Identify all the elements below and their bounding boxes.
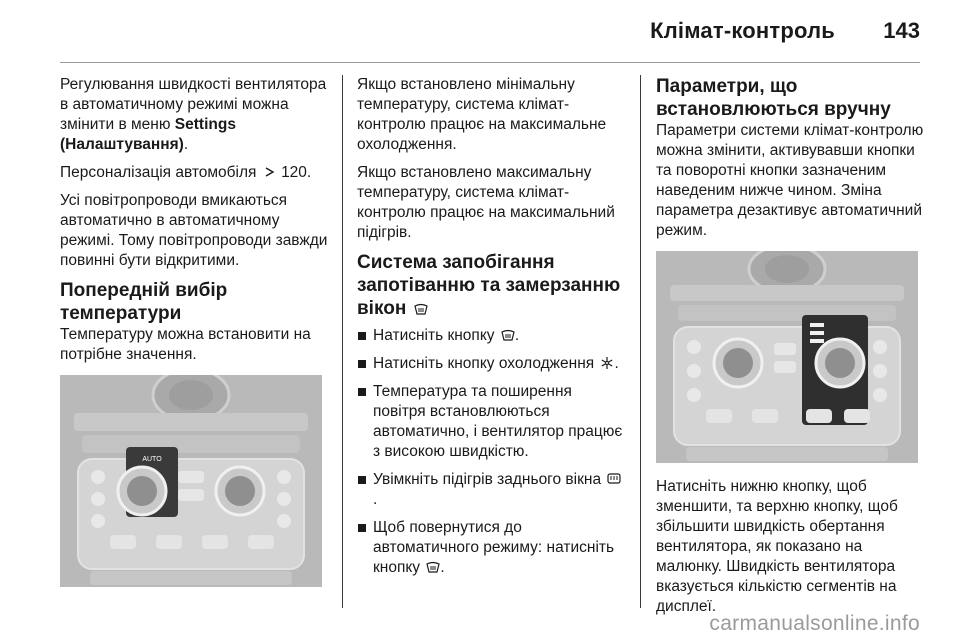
paragraph: Температуру можна встановити на потрібне значення.	[60, 326, 311, 363]
list-item-tail: .	[373, 491, 378, 508]
paragraph: Параметри системи клімат-контролю можна змінити, активувавши кнопки та поворотні кнопки зазначеним наведеним нижче чином. Зміна параметра дезактивує автоматичний режим.	[656, 122, 924, 239]
list-item-text: Натисніть кнопку охолодження	[373, 355, 599, 372]
reference-arrow-icon	[263, 166, 277, 178]
page-number: 143	[883, 18, 920, 43]
paragraph-tail: .	[183, 136, 189, 153]
section-heading	[357, 251, 625, 320]
list-item-text: Температура та поширення повітря встановлюються автоматично, і вентилятор працює з високою швидкістю.	[373, 383, 623, 460]
paragraph	[60, 75, 330, 155]
column-3	[656, 75, 926, 625]
header-divider	[60, 62, 920, 63]
list-item	[357, 518, 625, 578]
instruction-list	[357, 326, 625, 578]
windshield-defrost-icon	[426, 561, 440, 573]
paragraph: Якщо встановлено максимальну температуру, система клімат-контролю працює на максимальний підігрів.	[357, 164, 615, 241]
list-item-tail: .	[614, 355, 619, 372]
section-heading: Параметри, що встановлюються вручну	[656, 76, 891, 120]
paragraph: Натисніть нижню кнопку, щоб зменшити, та верхню кнопку, щоб збільшити швидкість обертання вентилятора, як показано на малюнку. Швидкість вентилятора вказується кількістю сегментів на дисплеї.	[656, 478, 898, 615]
list-item	[357, 470, 625, 510]
rear-window-heating-icon	[607, 473, 621, 485]
list-item	[357, 382, 625, 462]
paragraph-text: Персоналізація автомобіля	[60, 164, 261, 181]
paragraph: Якщо встановлено мінімальну температуру, система клімат-контролю працює на максимальне охолодження.	[357, 76, 607, 153]
list-item-text: Натисніть кнопку	[373, 327, 499, 344]
figure-auto-label: AUTO	[142, 456, 162, 463]
list-item	[357, 354, 625, 374]
page-reference[interactable]: 120.	[281, 164, 312, 181]
settings-menu-label: Settings (Налаштування)	[60, 116, 236, 153]
list-item	[357, 326, 625, 346]
snowflake-icon	[600, 357, 614, 369]
watermark: carmanualsonline.info	[709, 612, 920, 635]
climate-panel-figure-fan	[656, 251, 918, 463]
column-1	[60, 75, 330, 601]
section-heading: Попередній вибір температури	[60, 280, 228, 324]
list-item-text: Щоб повернутися до автоматичного режиму: натисніть кнопку	[373, 519, 615, 576]
section-heading-text: Система запобігання запотіванню та замерзанню вікон	[357, 252, 621, 319]
windshield-defrost-icon	[414, 303, 428, 315]
climate-panel-figure-auto	[60, 375, 322, 587]
windshield-defrost-icon	[501, 329, 515, 341]
column-2	[357, 75, 625, 586]
paragraph	[60, 163, 330, 183]
list-item-text: Увімкніть підігрів заднього вікна	[373, 471, 606, 488]
list-item-tail: .	[514, 327, 520, 344]
paragraph: Усі повітропроводи вмикаються автоматично в автоматичному режимі. Тому повітропроводи завжди повинні бути відкритими.	[60, 192, 328, 269]
page-header	[0, 0, 960, 62]
header-title: Клімат-контроль	[650, 18, 835, 43]
paragraph-text: Регулювання швидкості вентилятора в автоматичному режимі можна змінити в меню	[60, 76, 327, 133]
list-item-tail: .	[440, 559, 445, 576]
column-divider-2	[640, 75, 641, 608]
column-divider-1	[342, 75, 343, 608]
